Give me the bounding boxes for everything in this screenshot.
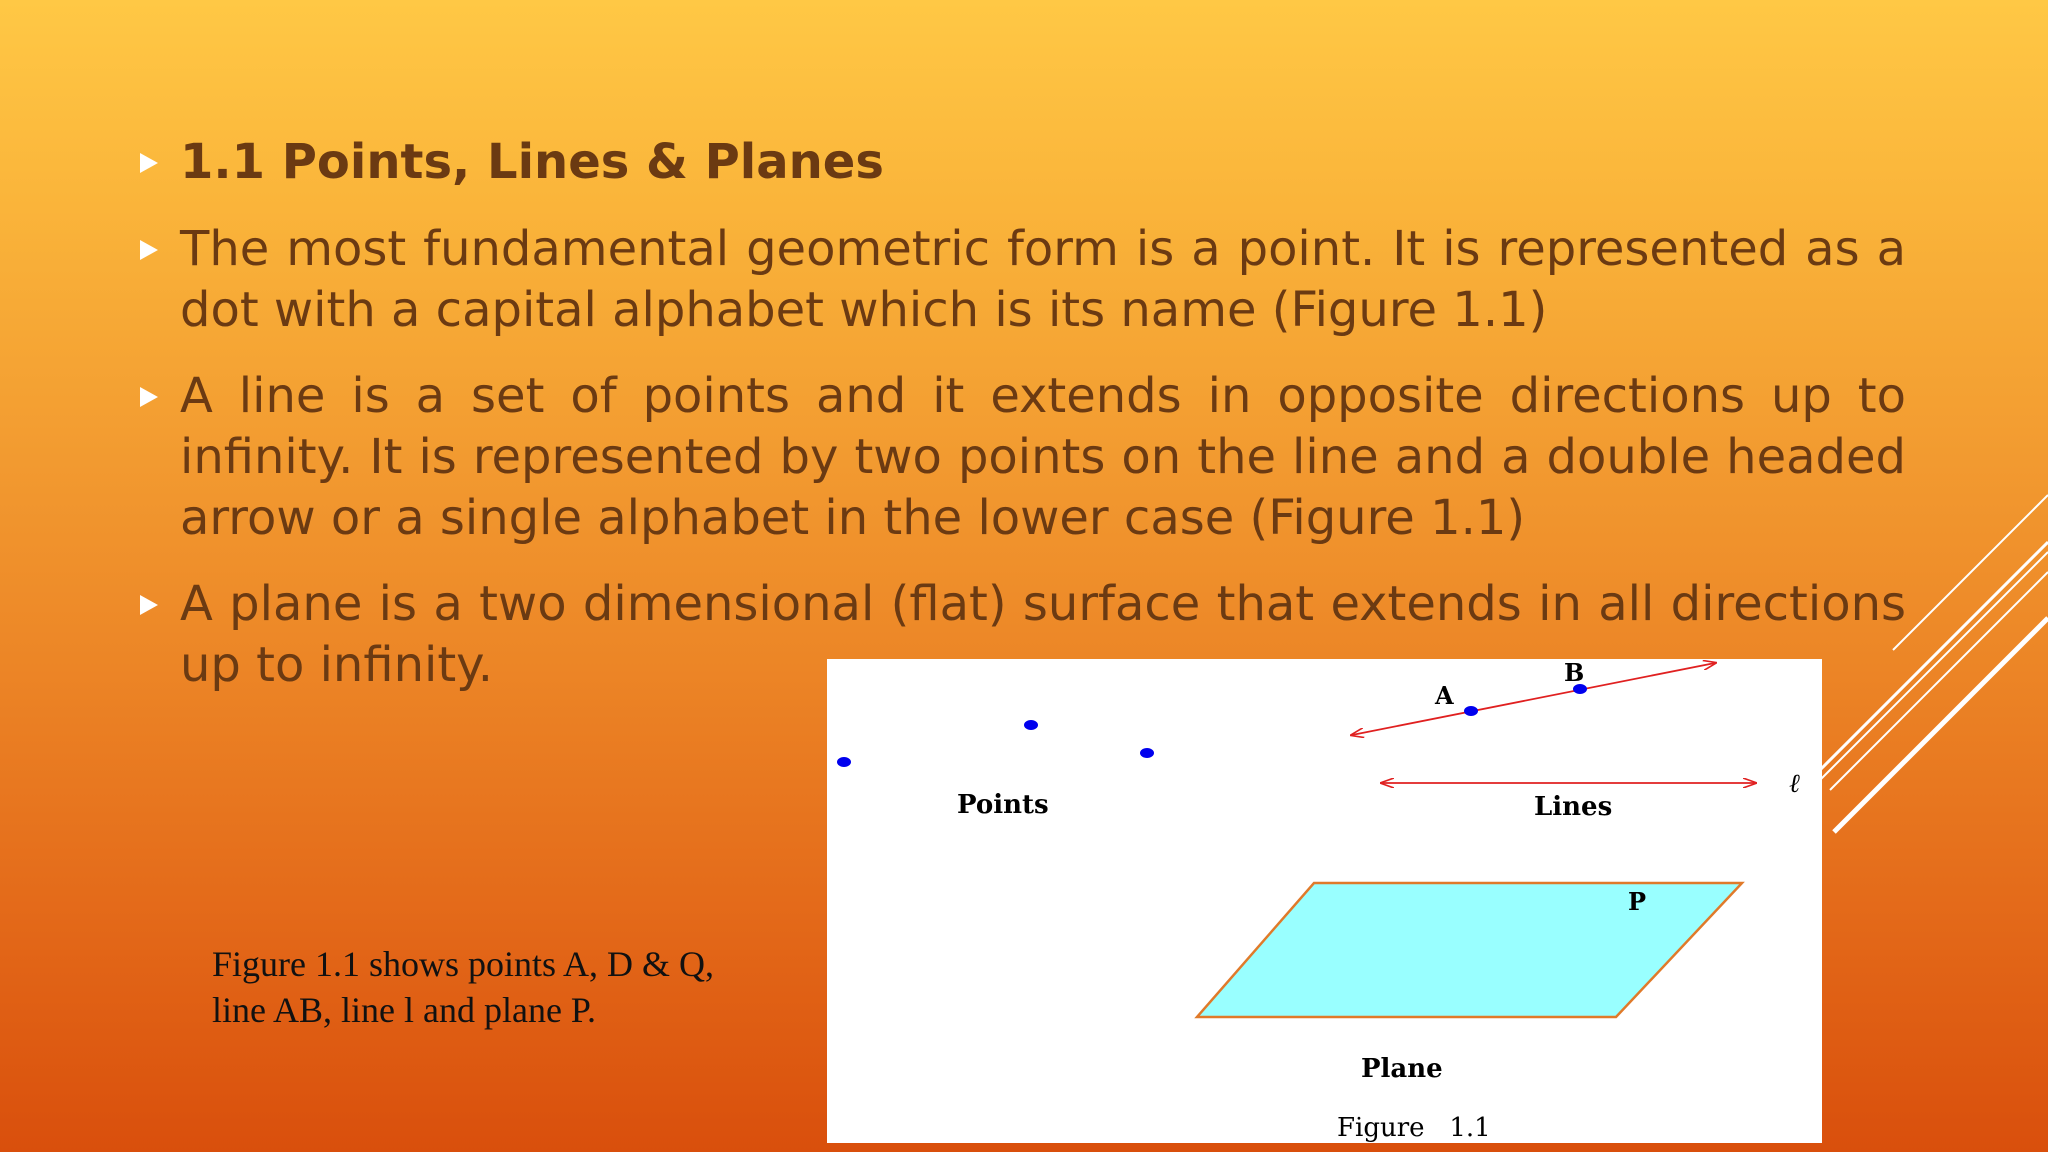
- figure-caption: Figure 1.1 shows points A, D & Q, line AB, line l and plane P.: [212, 944, 715, 1030]
- point-a-label: A: [1435, 681, 1454, 710]
- point-a-dot: [1464, 706, 1478, 716]
- plane-label: Plane: [1361, 1054, 1443, 1084]
- bullet-arrow-icon: [140, 387, 158, 407]
- points-label: Points: [957, 790, 1049, 820]
- point-dot: [1024, 720, 1038, 730]
- bullet-arrow-icon: [140, 153, 158, 173]
- figure-diagram: [827, 659, 1822, 1143]
- bullet-list: [136, 132, 1906, 721]
- point-dot: [837, 757, 851, 767]
- line-ab: [1352, 663, 1715, 735]
- figure-image: [827, 659, 1822, 1143]
- deco-line: [1893, 495, 2048, 650]
- bullet-point-definition: [136, 219, 1906, 341]
- lines-label: Lines: [1534, 792, 1613, 822]
- plane-shape: [1197, 883, 1742, 1017]
- bullet-arrow-icon: [140, 240, 158, 260]
- bullet-arrow-icon: [140, 595, 158, 615]
- bullet-text: A plane is a two dimensional (flat) surface that extends in all directions up to infinity.: [180, 576, 1906, 693]
- point-b-label: B: [1564, 659, 1585, 687]
- figure-number-label: Figure 1.1: [1337, 1113, 1491, 1143]
- bullet-text: 1.1 Points, Lines & Planes: [180, 134, 884, 190]
- bullet-title: [136, 132, 1906, 193]
- bullet-text: The most fundamental geometric form is a point. It is represented as a dot with a capital alphabet which is its name (Figure 1.1): [180, 221, 1906, 338]
- point-dot: [1140, 748, 1154, 758]
- bullet-line-definition: [136, 366, 1906, 549]
- bullet-text: A line is a set of points and it extends in opposite directions up to infinity. It is represented by two points on the line and a double headed arrow or a single alphabet in the lower case (Figure 1.1): [180, 368, 1906, 546]
- plane-p-label: P: [1628, 887, 1647, 916]
- line-l-label: ℓ: [1789, 769, 1800, 799]
